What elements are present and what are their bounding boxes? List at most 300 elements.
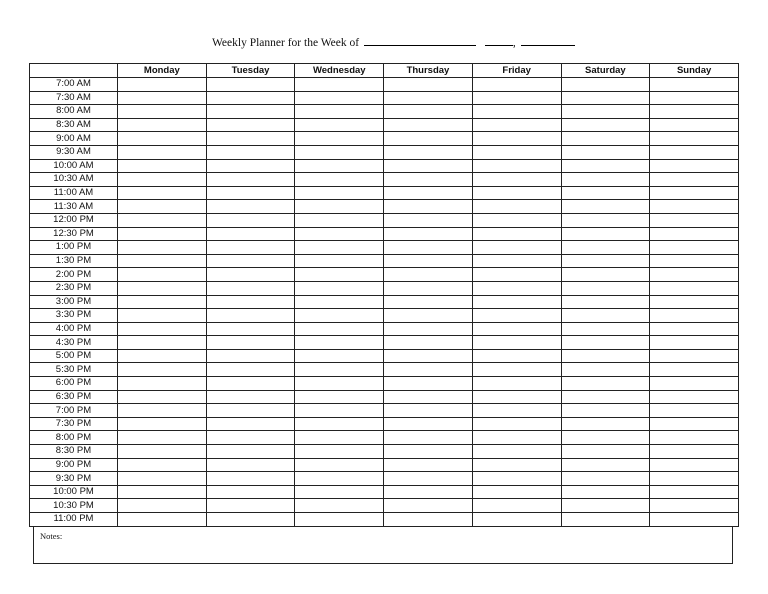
slot-cell-saturday[interactable] [561,309,650,323]
slot-cell-monday[interactable] [118,377,207,391]
slot-cell-wednesday[interactable] [295,458,384,472]
slot-cell-thursday[interactable] [384,404,473,418]
slot-cell-friday[interactable] [472,173,561,187]
slot-cell-sunday[interactable] [650,458,739,472]
slot-cell-wednesday[interactable] [295,513,384,527]
slot-cell-saturday[interactable] [561,200,650,214]
slot-cell-tuesday[interactable] [206,268,295,282]
time-label: 7:00 PM [30,404,118,418]
time-label: 10:30 PM [30,499,118,513]
slot-cell-tuesday[interactable] [206,417,295,431]
slot-cell-tuesday[interactable] [206,145,295,159]
slot-cell-sunday[interactable] [650,485,739,499]
slot-cell-tuesday[interactable] [206,431,295,445]
slot-cell-friday[interactable] [472,445,561,459]
slot-cell-monday[interactable] [118,268,207,282]
slot-cell-friday[interactable] [472,472,561,486]
slot-cell-thursday[interactable] [384,485,473,499]
time-label: 11:30 AM [30,200,118,214]
slot-cell-wednesday[interactable] [295,200,384,214]
slot-cell-monday[interactable] [118,281,207,295]
slot-cell-thursday[interactable] [384,309,473,323]
time-label: 7:00 AM [30,78,118,92]
time-label: 8:00 AM [30,105,118,119]
slot-cell-thursday[interactable] [384,200,473,214]
slot-cell-sunday[interactable] [650,322,739,336]
slot-cell-wednesday[interactable] [295,132,384,146]
slot-cell-friday[interactable] [472,513,561,527]
time-slot-row [30,91,739,105]
slot-cell-sunday[interactable] [650,78,739,92]
slot-cell-saturday[interactable] [561,281,650,295]
slot-cell-friday[interactable] [472,186,561,200]
slot-cell-wednesday[interactable] [295,349,384,363]
slot-cell-saturday[interactable] [561,404,650,418]
slot-cell-wednesday[interactable] [295,417,384,431]
time-label: 3:30 PM [30,309,118,323]
corner-cell [30,64,118,78]
slot-cell-tuesday[interactable] [206,186,295,200]
time-label: 4:30 PM [30,336,118,350]
slot-cell-friday[interactable] [472,145,561,159]
slot-cell-thursday[interactable] [384,295,473,309]
day-header-row [30,64,739,78]
planner-title-text: Weekly Planner for the Week of [212,37,360,49]
slot-cell-saturday[interactable] [561,499,650,513]
notes-label: Notes: [40,531,63,541]
slot-cell-monday[interactable] [118,513,207,527]
slot-cell-monday[interactable] [118,159,207,173]
slot-cell-saturday[interactable] [561,295,650,309]
slot-cell-monday[interactable] [118,105,207,119]
slot-cell-thursday[interactable] [384,173,473,187]
slot-cell-friday[interactable] [472,254,561,268]
slot-cell-thursday[interactable] [384,91,473,105]
slot-cell-sunday[interactable] [650,363,739,377]
slot-cell-wednesday[interactable] [295,241,384,255]
slot-cell-saturday[interactable] [561,349,650,363]
slot-cell-wednesday[interactable] [295,295,384,309]
slot-cell-thursday[interactable] [384,227,473,241]
slot-cell-thursday[interactable] [384,118,473,132]
slot-cell-monday[interactable] [118,78,207,92]
slot-cell-sunday[interactable] [650,159,739,173]
slot-cell-thursday[interactable] [384,322,473,336]
slot-cell-saturday[interactable] [561,445,650,459]
slot-cell-sunday[interactable] [650,118,739,132]
slot-cell-tuesday[interactable] [206,390,295,404]
slot-cell-tuesday[interactable] [206,105,295,119]
day-header-thursday: Thursday [384,64,473,78]
slot-cell-tuesday[interactable] [206,458,295,472]
slot-cell-friday[interactable] [472,227,561,241]
slot-cell-sunday[interactable] [650,281,739,295]
slot-cell-wednesday[interactable] [295,309,384,323]
slot-cell-friday[interactable] [472,200,561,214]
slot-cell-tuesday[interactable] [206,227,295,241]
time-label: 2:30 PM [30,281,118,295]
slot-cell-thursday[interactable] [384,241,473,255]
time-slot-row [30,268,739,282]
time-slot-row [30,349,739,363]
slot-cell-saturday[interactable] [561,173,650,187]
slot-cell-tuesday[interactable] [206,363,295,377]
slot-cell-thursday[interactable] [384,363,473,377]
slot-cell-friday[interactable] [472,349,561,363]
slot-cell-thursday[interactable] [384,105,473,119]
slot-cell-friday[interactable] [472,309,561,323]
slot-cell-friday[interactable] [472,485,561,499]
slot-cell-wednesday[interactable] [295,254,384,268]
slot-cell-tuesday[interactable] [206,118,295,132]
time-label: 11:00 AM [30,186,118,200]
slot-cell-monday[interactable] [118,213,207,227]
slot-cell-tuesday[interactable] [206,241,295,255]
slot-cell-monday[interactable] [118,173,207,187]
slot-cell-saturday[interactable] [561,472,650,486]
time-label: 8:30 AM [30,118,118,132]
time-label: 12:30 PM [30,227,118,241]
time-slot-row [30,254,739,268]
slot-cell-thursday[interactable] [384,377,473,391]
time-slot-row [30,281,739,295]
slot-cell-friday[interactable] [472,281,561,295]
slot-cell-monday[interactable] [118,241,207,255]
slot-cell-tuesday[interactable] [206,349,295,363]
slot-cell-saturday[interactable] [561,458,650,472]
slot-cell-saturday[interactable] [561,105,650,119]
day-header-monday: Monday [118,64,207,78]
slot-cell-sunday[interactable] [650,445,739,459]
slot-cell-sunday[interactable] [650,186,739,200]
slot-cell-friday[interactable] [472,499,561,513]
time-label: 11:00 PM [30,513,118,527]
slot-cell-friday[interactable] [472,132,561,146]
slot-cell-saturday[interactable] [561,513,650,527]
slot-cell-friday[interactable] [472,363,561,377]
slot-cell-saturday[interactable] [561,390,650,404]
time-label: 3:00 PM [30,295,118,309]
slot-cell-friday[interactable] [472,377,561,391]
slot-cell-wednesday[interactable] [295,485,384,499]
time-slot-row [30,118,739,132]
slot-cell-monday[interactable] [118,322,207,336]
slot-cell-thursday[interactable] [384,513,473,527]
slot-cell-sunday[interactable] [650,213,739,227]
date-separator: , [512,37,516,49]
slot-cell-sunday[interactable] [650,309,739,323]
slot-cell-monday[interactable] [118,295,207,309]
day-blank-line[interactable] [485,34,513,46]
slot-cell-monday[interactable] [118,485,207,499]
slot-cell-saturday[interactable] [561,213,650,227]
slot-cell-saturday[interactable] [561,159,650,173]
time-slot-row [30,78,739,92]
time-label: 9:30 PM [30,472,118,486]
slot-cell-tuesday[interactable] [206,322,295,336]
time-slot-row [30,241,739,255]
slot-cell-saturday[interactable] [561,91,650,105]
slot-cell-sunday[interactable] [650,268,739,282]
time-slot-row [30,417,739,431]
time-label: 5:30 PM [30,363,118,377]
slot-cell-friday[interactable] [472,336,561,350]
time-slot-row [30,186,739,200]
slot-cell-friday[interactable] [472,241,561,255]
slot-cell-thursday[interactable] [384,445,473,459]
slot-cell-tuesday[interactable] [206,336,295,350]
slot-cell-friday[interactable] [472,118,561,132]
slot-cell-monday[interactable] [118,445,207,459]
slot-cell-saturday[interactable] [561,336,650,350]
slot-cell-thursday[interactable] [384,336,473,350]
day-header-sunday: Sunday [650,64,739,78]
time-label: 10:30 AM [30,173,118,187]
time-slot-row [30,377,739,391]
slot-cell-wednesday[interactable] [295,499,384,513]
slot-cell-friday[interactable] [472,268,561,282]
slot-cell-friday[interactable] [472,322,561,336]
slot-cell-wednesday[interactable] [295,145,384,159]
slot-cell-saturday[interactable] [561,417,650,431]
time-label: 6:30 PM [30,390,118,404]
slot-cell-saturday[interactable] [561,363,650,377]
slot-cell-monday[interactable] [118,118,207,132]
slot-cell-thursday[interactable] [384,472,473,486]
slot-cell-thursday[interactable] [384,145,473,159]
time-slot-row [30,472,739,486]
slot-cell-saturday[interactable] [561,78,650,92]
slot-cell-tuesday[interactable] [206,309,295,323]
slot-cell-thursday[interactable] [384,159,473,173]
slot-cell-thursday[interactable] [384,499,473,513]
slot-cell-tuesday[interactable] [206,91,295,105]
slot-cell-saturday[interactable] [561,268,650,282]
slot-cell-tuesday[interactable] [206,445,295,459]
slot-cell-sunday[interactable] [650,132,739,146]
slot-cell-monday[interactable] [118,186,207,200]
slot-cell-monday[interactable] [118,363,207,377]
slot-cell-monday[interactable] [118,200,207,214]
slot-cell-sunday[interactable] [650,417,739,431]
slot-cell-wednesday[interactable] [295,213,384,227]
slot-cell-monday[interactable] [118,254,207,268]
slot-cell-wednesday[interactable] [295,322,384,336]
slot-cell-monday[interactable] [118,91,207,105]
slot-cell-wednesday[interactable] [295,268,384,282]
slot-cell-sunday[interactable] [650,499,739,513]
slot-cell-thursday[interactable] [384,390,473,404]
slot-cell-wednesday[interactable] [295,472,384,486]
slot-cell-thursday[interactable] [384,254,473,268]
slot-cell-tuesday[interactable] [206,377,295,391]
slot-cell-thursday[interactable] [384,78,473,92]
slot-cell-sunday[interactable] [650,377,739,391]
slot-cell-thursday[interactable] [384,132,473,146]
slot-cell-sunday[interactable] [650,390,739,404]
slot-cell-saturday[interactable] [561,322,650,336]
slot-cell-tuesday[interactable] [206,295,295,309]
slot-cell-monday[interactable] [118,499,207,513]
slot-cell-monday[interactable] [118,145,207,159]
slot-cell-thursday[interactable] [384,281,473,295]
slot-cell-friday[interactable] [472,213,561,227]
slot-cell-sunday[interactable] [650,349,739,363]
slot-cell-saturday[interactable] [561,186,650,200]
time-label: 12:00 PM [30,213,118,227]
time-slot-row [30,336,739,350]
slot-cell-tuesday[interactable] [206,213,295,227]
slot-cell-tuesday[interactable] [206,78,295,92]
slot-cell-sunday[interactable] [650,472,739,486]
slot-cell-tuesday[interactable] [206,281,295,295]
time-label: 6:00 PM [30,377,118,391]
slot-cell-tuesday[interactable] [206,173,295,187]
time-slot-row [30,295,739,309]
slot-cell-friday[interactable] [472,390,561,404]
slot-cell-sunday[interactable] [650,295,739,309]
time-slot-row [30,445,739,459]
slot-cell-saturday[interactable] [561,254,650,268]
time-label: 1:00 PM [30,241,118,255]
slot-cell-friday[interactable] [472,458,561,472]
notes-box[interactable] [33,526,733,564]
slot-cell-thursday[interactable] [384,268,473,282]
slot-cell-thursday[interactable] [384,417,473,431]
slot-cell-wednesday[interactable] [295,91,384,105]
slot-cell-sunday[interactable] [650,200,739,214]
slot-cell-friday[interactable] [472,91,561,105]
slot-cell-monday[interactable] [118,132,207,146]
slot-cell-wednesday[interactable] [295,227,384,241]
slot-cell-thursday[interactable] [384,431,473,445]
time-label: 9:00 AM [30,132,118,146]
time-label: 2:00 PM [30,268,118,282]
slot-cell-wednesday[interactable] [295,173,384,187]
slot-cell-saturday[interactable] [561,118,650,132]
slot-cell-sunday[interactable] [650,404,739,418]
time-slot-row [30,309,739,323]
slot-cell-sunday[interactable] [650,431,739,445]
slot-cell-saturday[interactable] [561,431,650,445]
slot-cell-saturday[interactable] [561,145,650,159]
time-label: 8:30 PM [30,445,118,459]
slot-cell-tuesday[interactable] [206,159,295,173]
time-slot-row [30,485,739,499]
slot-cell-monday[interactable] [118,404,207,418]
time-label: 8:00 PM [30,431,118,445]
slot-cell-thursday[interactable] [384,186,473,200]
slot-cell-sunday[interactable] [650,336,739,350]
slot-cell-friday[interactable] [472,78,561,92]
slot-cell-monday[interactable] [118,472,207,486]
slot-cell-tuesday[interactable] [206,472,295,486]
slot-cell-sunday[interactable] [650,91,739,105]
slot-cell-tuesday[interactable] [206,200,295,214]
slot-cell-friday[interactable] [472,159,561,173]
slot-cell-monday[interactable] [118,458,207,472]
slot-cell-thursday[interactable] [384,349,473,363]
planner-title [212,34,575,49]
time-slot-row [30,390,739,404]
slot-cell-monday[interactable] [118,336,207,350]
slot-cell-wednesday[interactable] [295,363,384,377]
time-label: 9:30 AM [30,145,118,159]
time-label: 10:00 AM [30,159,118,173]
slot-cell-wednesday[interactable] [295,159,384,173]
slot-cell-monday[interactable] [118,390,207,404]
slot-cell-sunday[interactable] [650,105,739,119]
time-slot-row [30,159,739,173]
time-slot-row [30,145,739,159]
slot-cell-monday[interactable] [118,417,207,431]
slot-cell-monday[interactable] [118,349,207,363]
slot-cell-sunday[interactable] [650,227,739,241]
slot-cell-monday[interactable] [118,309,207,323]
time-slot-row [30,213,739,227]
slot-cell-wednesday[interactable] [295,105,384,119]
time-label: 5:00 PM [30,349,118,363]
slot-cell-monday[interactable] [118,431,207,445]
slot-cell-tuesday[interactable] [206,404,295,418]
slot-cell-wednesday[interactable] [295,281,384,295]
slot-cell-tuesday[interactable] [206,485,295,499]
time-slot-row [30,458,739,472]
slot-cell-tuesday[interactable] [206,254,295,268]
week-blank-line[interactable] [364,34,476,46]
slot-cell-friday[interactable] [472,431,561,445]
slot-cell-sunday[interactable] [650,241,739,255]
slot-cell-sunday[interactable] [650,145,739,159]
slot-cell-wednesday[interactable] [295,186,384,200]
year-blank-line[interactable] [521,34,575,46]
slot-cell-wednesday[interactable] [295,377,384,391]
slot-cell-wednesday[interactable] [295,431,384,445]
time-label: 7:30 PM [30,417,118,431]
time-slot-row [30,132,739,146]
slot-cell-sunday[interactable] [650,173,739,187]
slot-cell-thursday[interactable] [384,458,473,472]
slot-cell-sunday[interactable] [650,513,739,527]
slot-cell-friday[interactable] [472,295,561,309]
slot-cell-saturday[interactable] [561,132,650,146]
slot-cell-wednesday[interactable] [295,390,384,404]
time-slot-row [30,431,739,445]
slot-cell-saturday[interactable] [561,227,650,241]
time-label: 7:30 AM [30,91,118,105]
slot-cell-saturday[interactable] [561,485,650,499]
slot-cell-friday[interactable] [472,417,561,431]
slot-cell-sunday[interactable] [650,254,739,268]
slot-cell-tuesday[interactable] [206,499,295,513]
slot-cell-friday[interactable] [472,404,561,418]
weekly-planner-table [29,63,739,527]
slot-cell-thursday[interactable] [384,213,473,227]
day-header-friday: Friday [472,64,561,78]
slot-cell-wednesday[interactable] [295,404,384,418]
slot-cell-friday[interactable] [472,105,561,119]
slot-cell-wednesday[interactable] [295,118,384,132]
slot-cell-wednesday[interactable] [295,445,384,459]
slot-cell-saturday[interactable] [561,241,650,255]
slot-cell-monday[interactable] [118,227,207,241]
slot-cell-tuesday[interactable] [206,513,295,527]
time-slot-row [30,499,739,513]
slot-cell-tuesday[interactable] [206,132,295,146]
slot-cell-wednesday[interactable] [295,78,384,92]
slot-cell-wednesday[interactable] [295,336,384,350]
slot-cell-saturday[interactable] [561,377,650,391]
